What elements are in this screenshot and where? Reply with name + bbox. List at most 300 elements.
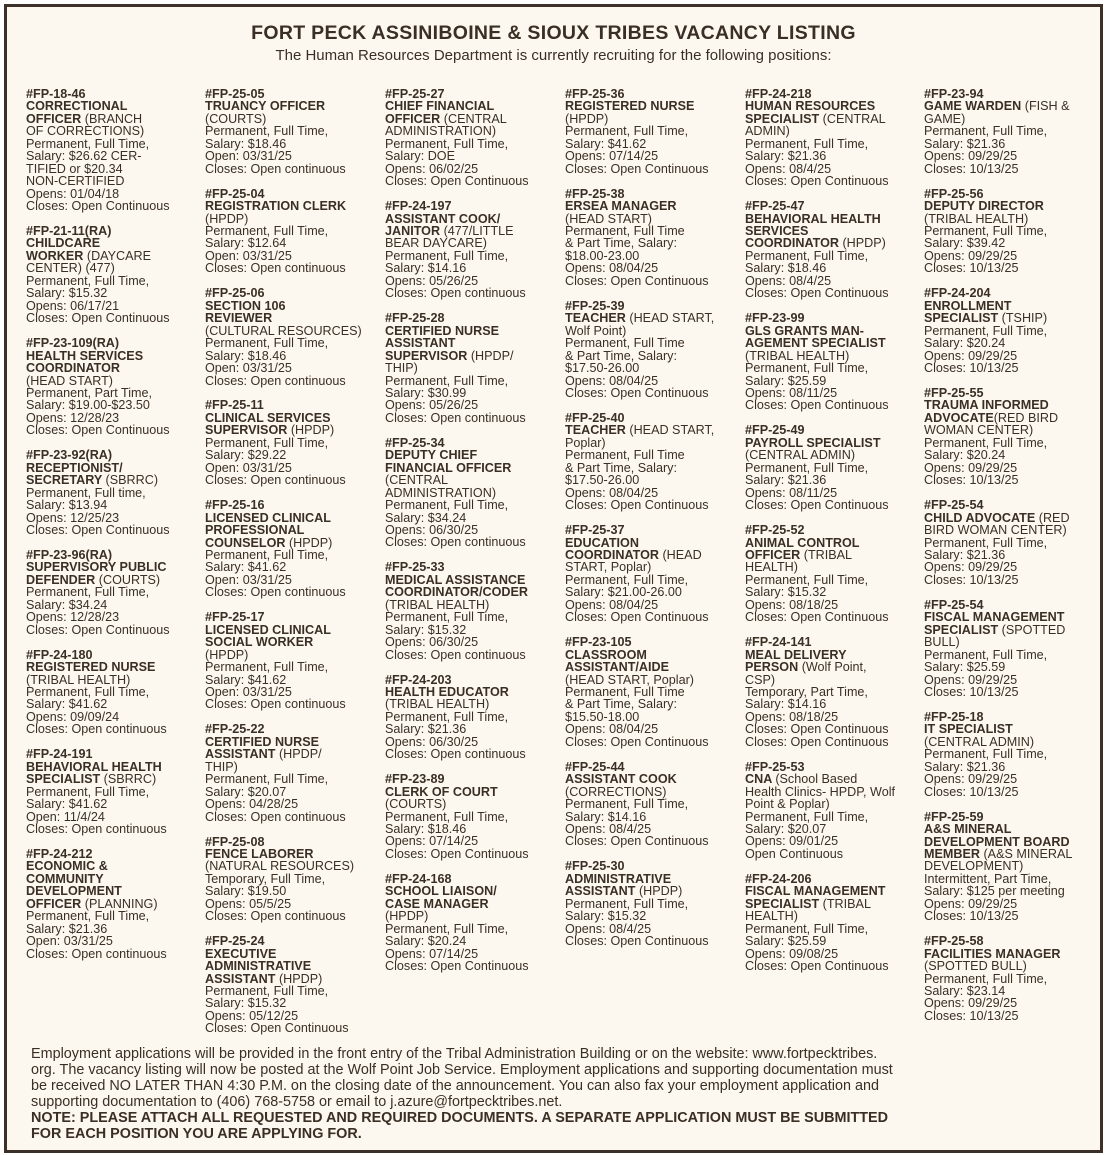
job-detail-line: Closes: Open continuous (385, 410, 526, 425)
job-detail-line: COUNSELOR (HPDP) (205, 535, 333, 550)
job-detail-line: DEPUTY CHIEF (385, 448, 478, 463)
job-detail-line: BEHAVIORAL HEALTH (26, 759, 162, 774)
job-detail-line: (TRIBAL HEALTH) (26, 672, 131, 687)
job-number: #FP-25-05 (205, 87, 265, 101)
job-detail-line: (HPDP) (385, 909, 429, 924)
job-detail-line: ASSISTANT/AIDE (565, 660, 670, 675)
column-4 (565, 88, 743, 960)
job-detail-line: Salary: $14.16 (565, 809, 647, 824)
job-detail-line: Permanent, Full Time, (924, 535, 1048, 550)
job-detail-line: Permanent, Full Time, (924, 224, 1048, 239)
job-detail-line: Closes: Open continuous (205, 373, 346, 388)
job-detail-line: GAME WARDEN (FISH & (924, 99, 1070, 114)
job-detail-line: Salary: $21.00-26.00 (565, 585, 682, 600)
job-number: #FP-25-36 (565, 87, 625, 101)
job-detail-line: Closes: Open Continuous (565, 273, 709, 288)
job-detail-line: Opens: 09/29/25 (924, 460, 1018, 475)
job-detail-line: Salary: $21.36 (385, 722, 467, 737)
job-detail-line: Permanent, Full Time, (745, 361, 869, 376)
job-detail-line: Permanent, Full Time, (745, 809, 869, 824)
job-detail-line: Permanent, Full Time, (205, 660, 329, 675)
job-number: #FP-24-206 (745, 871, 812, 886)
job-detail-line: Opens: 08/4/25 (565, 921, 652, 936)
job-listing (26, 748, 204, 835)
job-detail-line: Salary: $18.46 (385, 822, 467, 837)
job-detail-line: Closes: Open continuous (26, 822, 167, 837)
job-detail-line: Temporary, Full Time, (205, 871, 326, 886)
job-detail-line: Closes: Open continuous (26, 722, 167, 737)
job-number: #FP-25-38 (565, 186, 625, 201)
job-detail-line: $18.00-23.00 (565, 248, 640, 263)
job-detail-line: Open: 11/4/24 (26, 809, 105, 824)
job-detail-line: Closes: Open Continuous (26, 311, 170, 326)
job-detail-line: Closes: Open continuous (205, 697, 346, 712)
job-detail-line: Permanent, Full Time, (385, 809, 509, 824)
job-detail-line: Salary: $21.36 (924, 136, 1006, 151)
job-detail-line: LICENSED CLINICAL (205, 622, 331, 637)
job-listing (745, 873, 923, 973)
job-detail-line: BIRD WOMAN CENTER) (924, 523, 1067, 538)
job-detail-line: Opens: 08/04/25 (565, 373, 659, 388)
job-detail-line: Closes: 10/13/25 (924, 909, 1019, 924)
job-detail-line: (HPDP) (205, 211, 249, 226)
job-listing (205, 499, 383, 599)
column-2 (205, 88, 383, 1047)
job-detail-line: CHILDCARE (26, 236, 101, 251)
job-detail-line: Closes: Open Continuous (745, 722, 889, 737)
instructions-line: org. The vacancy listing will now be posted at the Wolf Point Job Service. Employment applications and supporting documentation must (31, 1062, 893, 1079)
job-listing (205, 287, 383, 387)
job-detail-line: REGISTERED NURSE (26, 660, 156, 675)
job-detail-line: HEALTH) (745, 909, 798, 924)
job-detail-line: (HEAD START) (26, 373, 113, 388)
job-detail-line: FINANCIAL OFFICER (385, 460, 512, 475)
job-detail-line: Salary: $21.36 (924, 759, 1006, 774)
job-detail-line: HEALTH SERVICES (26, 348, 144, 363)
job-detail-line: Salary: $14.16 (745, 697, 827, 712)
job-listing (745, 636, 923, 748)
job-detail-line: TRUANCY OFFICER (205, 99, 326, 114)
job-detail-line: COORDINATOR (26, 361, 120, 376)
job-detail-line: Closes: Open Continuous (565, 834, 709, 849)
job-detail-line: Permanent, Full Time, (26, 909, 150, 924)
job-listing (565, 524, 743, 624)
job-detail-line: ADMINISTRATIVE (565, 871, 672, 886)
job-detail-line: Closes: Open Continuous (745, 734, 889, 749)
job-number: #FP-23-105 (565, 635, 632, 650)
job-detail-line: PERSON (Wolf Point, (745, 660, 867, 675)
job-detail-line: Closes: Open continuous (385, 647, 526, 662)
job-number: #FP-25-55 (924, 386, 984, 401)
job-detail-line: Open: 03/31/25 (205, 572, 292, 587)
job-detail-line: Opens: 12/25/23 (26, 510, 120, 525)
job-detail-line: (TRIBAL HEALTH) (385, 597, 490, 612)
job-detail-line: ADVOCATE(RED BIRD (924, 410, 1059, 425)
job-detail-line: Salary: $15.32 (205, 996, 287, 1011)
job-detail-line: Permanent, Full Time, (924, 971, 1048, 986)
page-title: FORT PECK ASSINIBOINE & SIOUX TRIBES VACANCY LISTING (251, 22, 856, 44)
job-listing (745, 200, 923, 300)
job-detail-line: Salary: $34.24 (26, 597, 108, 612)
job-detail-line: Closes: 10/13/25 (924, 784, 1019, 799)
job-number: #FP-25-04 (205, 186, 265, 201)
job-detail-line: BEAR DAYCARE) (385, 236, 487, 251)
job-detail-line: & Part Time, Salary: (565, 236, 677, 251)
job-detail-line: FISCAL MANAGEMENT (745, 884, 886, 899)
job-detail-line: Closes: Open continuous (205, 161, 346, 176)
job-detail-line: Salary: $30.99 (385, 385, 467, 400)
job-detail-line: Closes: Open Continuous (745, 398, 889, 413)
job-detail-line: OFFICER (BRANCH (26, 111, 143, 126)
job-detail-line: Closes: Open Continuous (745, 498, 889, 513)
job-detail-line: A&S MINERAL (924, 822, 1012, 837)
job-detail-line: Permanent, Full Time, (205, 435, 329, 450)
job-detail-line: Permanent, Full Time, (924, 323, 1048, 338)
job-detail-line: (COURTS) (385, 797, 447, 812)
job-detail-line: ENROLLMENT (924, 298, 1012, 313)
job-detail-line: Point & Poplar) (745, 797, 830, 812)
job-detail-line: Salary: $41.62 (26, 797, 108, 812)
job-detail-line: COORDINATOR/CODER (385, 585, 528, 600)
job-listing (745, 424, 923, 511)
job-detail-line: SPECIALIST (TSHIP) (924, 311, 1048, 326)
job-detail-line: Closes: Open continuous (205, 809, 346, 824)
job-detail-line: CASE MANAGER (385, 896, 489, 911)
job-detail-line: ERSEA MANAGER (565, 199, 677, 214)
job-detail-line: ADMINISTRATION) (385, 485, 497, 500)
job-detail-line: CLASSROOM (565, 647, 647, 662)
job-detail-line: OFFICER (PLANNING) (26, 896, 158, 911)
job-listing (26, 337, 204, 437)
job-detail-line: Permanent, Full time, (26, 485, 146, 500)
job-detail-line: Closes: Open Continuous (385, 959, 529, 974)
job-detail-line: Closes: Open Continuous (385, 846, 529, 861)
job-listing (924, 287, 1102, 374)
job-detail-line: Poplar) (565, 435, 606, 450)
job-detail-line: Salary: $18.46 (205, 348, 287, 363)
job-detail-line: Opens: 05/26/25 (385, 273, 479, 288)
job-detail-line: Opens: 07/14/25 (565, 149, 659, 164)
job-number: #FP-25-37 (565, 523, 625, 538)
job-detail-line: CENTER) (477) (26, 261, 115, 276)
job-detail-line: DEPUTY DIRECTOR (924, 199, 1044, 214)
job-listing (565, 761, 743, 848)
job-detail-line: Salary: $15.32 (26, 286, 108, 301)
job-detail-line: Permanent, Full Time, (924, 435, 1048, 450)
job-detail-line: Opens: 09/01/25 (745, 834, 839, 849)
job-listing (26, 88, 204, 213)
job-detail-line: Salary: $21.36 (745, 149, 827, 164)
job-detail-line: Closes: Open Continuous (26, 523, 170, 537)
job-detail-line: Permanent, Part Time, (26, 385, 152, 400)
job-detail-line: PROFESSIONAL (205, 523, 305, 538)
job-number: #FP-24-212 (26, 846, 93, 861)
job-listing (205, 935, 383, 1035)
job-detail-line: Salary: $34.24 (385, 510, 467, 525)
job-detail-line: EXECUTIVE (205, 946, 277, 961)
job-detail-line: CERTIFIED NURSE (385, 323, 500, 338)
job-listing (205, 188, 383, 275)
job-detail-line: Opens: 08/4/25 (565, 822, 652, 837)
job-detail-line: COORDINATOR (HPDP) (745, 236, 886, 251)
job-detail-line: $15.50-18.00 (565, 709, 640, 724)
job-detail-line: Closes: 10/13/25 (924, 1008, 1019, 1023)
job-detail-line: CNA (School Based (745, 772, 858, 787)
job-detail-line: Salary: $12.64 (205, 236, 287, 251)
job-detail-line: Permanent, Full Time, (26, 684, 150, 699)
job-detail-line: SUPERVISORY PUBLIC (26, 560, 167, 575)
job-number: #FP-25-28 (385, 311, 445, 326)
job-detail-line: Salary: $25.59 (745, 373, 827, 388)
job-detail-line: Opens: 05/5/25 (205, 896, 292, 911)
job-detail-line: Permanent, Full Time, (26, 585, 150, 600)
job-listing (924, 599, 1102, 699)
job-detail-line: Opens: 08/4/25 (745, 273, 832, 288)
job-detail-line: Closes: Open Continuous (745, 286, 889, 301)
job-detail-line: Closes: Open Continuous (565, 161, 709, 176)
job-detail-line: Permanent, Full Time, (205, 547, 329, 562)
job-detail-line: Open: 03/31/25 (205, 460, 292, 475)
job-number: #FP-25-59 (924, 809, 984, 824)
job-detail-line: Opens: 06/30/25 (385, 635, 479, 650)
job-detail-line: Permanent, Full Time, (745, 136, 869, 151)
listing-frame (4, 4, 1103, 1153)
job-detail-line: Open: 03/31/25 (205, 361, 292, 376)
job-number: #FP-25-54 (924, 597, 984, 612)
job-detail-line: (TRIBAL HEALTH) (385, 697, 490, 712)
job-listing (924, 811, 1102, 923)
job-detail-line: $17.50-26.00 (565, 361, 640, 376)
job-listing (924, 935, 1102, 1022)
job-detail-line: Salary: $21.36 (924, 547, 1006, 562)
job-number: #FP-25-44 (565, 759, 625, 774)
job-number: #FP-25-49 (745, 423, 805, 438)
job-detail-line: Permanent, Full Time, (745, 248, 869, 263)
job-detail-line: Permanent, Full Time (565, 684, 685, 699)
job-number: #FP-24-197 (385, 199, 452, 214)
job-detail-line: OFFICER (CENTRAL (385, 111, 507, 126)
job-detail-line: Open: 03/31/25 (26, 934, 113, 949)
job-detail-line: Opens: 08/4/25 (745, 161, 832, 176)
job-number: #FP-25-17 (205, 610, 265, 625)
job-detail-line: Health Clinics- HPDP, Wolf (745, 784, 896, 799)
job-detail-line: NON-CERTIFIED (26, 174, 125, 189)
job-detail-line: Opens: 12/28/23 (26, 410, 120, 425)
job-listing (26, 649, 204, 736)
job-detail-line: Closes: Open Continuous (745, 610, 889, 625)
job-number: #FP-25-18 (924, 709, 984, 724)
job-number: #FP-24-168 (385, 871, 452, 886)
job-listing (26, 848, 204, 960)
job-detail-line: COMMUNITY (26, 871, 104, 886)
job-detail-line: (TRIBAL HEALTH) (745, 348, 850, 363)
job-detail-line: Opens: 01/04/18 (26, 186, 120, 201)
job-detail-line: Opens: 09/29/25 (924, 348, 1018, 363)
job-detail-line: Salary: DOE (385, 149, 455, 164)
job-number: #FP-25-27 (385, 87, 445, 101)
job-detail-line: Permanent, Full Time, (385, 498, 509, 513)
job-detail-line: FACILITIES MANAGER (924, 946, 1061, 961)
job-detail-line: Opens: 08/04/25 (565, 597, 659, 612)
job-detail-line: Salary: $41.62 (205, 560, 287, 575)
job-detail-line: Opens: 07/14/25 (385, 834, 479, 849)
job-detail-line: Open Continuous (745, 846, 844, 861)
job-detail-line: FISCAL MANAGEMENT (924, 610, 1065, 625)
job-detail-line: Permanent, Full Time, (205, 772, 329, 787)
job-listing (924, 188, 1102, 275)
job-detail-line: Opens: 09/29/25 (924, 772, 1018, 787)
job-detail-line: Opens: 06/30/25 (385, 523, 479, 537)
job-detail-line: Salary: $13.94 (26, 498, 108, 513)
job-detail-line: OF CORRECTIONS) (26, 124, 145, 139)
job-detail-line: GLS GRANTS MAN- (745, 323, 864, 338)
job-detail-line: Closes: Open Continuous (205, 1021, 349, 1036)
job-detail-line: COORDINATOR (HEAD (565, 547, 702, 562)
job-detail-line: (HEAD START, Poplar) (565, 672, 694, 687)
job-detail-line: Salary: $21.36 (745, 473, 827, 488)
job-detail-line: Closes: Open Continuous (385, 174, 529, 189)
job-detail-line: Closes: Open Continuous (565, 934, 709, 949)
job-detail-line: ASSISTANT (HPDP) (565, 884, 683, 899)
job-detail-line: BULL) (924, 635, 960, 650)
job-detail-line: Salary: $20.24 (924, 336, 1006, 351)
job-number: #FP-24-180 (26, 647, 93, 662)
job-listing (385, 200, 563, 300)
job-detail-line: LICENSED CLINICAL (205, 510, 331, 525)
job-listing (26, 225, 204, 325)
job-listing (565, 88, 743, 175)
job-detail-line: Salary: $25.59 (924, 660, 1006, 675)
job-number: #FP-18-46 (26, 87, 86, 101)
job-detail-line: CHIEF FINANCIAL (385, 99, 495, 114)
job-detail-line: MEDICAL ASSISTANCE (385, 572, 526, 587)
job-detail-line: SUPERVISOR (HPDP) (205, 423, 335, 438)
job-detail-line: Permanent, Full Time, (385, 921, 509, 936)
job-detail-line: ASSISTANT (HPDP) (205, 971, 323, 986)
job-detail-line: THIP) (385, 361, 418, 376)
job-detail-line: CLERK OF COURT (385, 784, 498, 799)
job-number: #FP-23-99 (745, 311, 805, 326)
instructions-text (31, 1046, 1083, 1110)
job-detail-line: Salary: $20.07 (745, 822, 827, 837)
note-line: NOTE: PLEASE ATTACH ALL REQUESTED AND REQUIRED DOCUMENTS. A SEPARATE APPLICATION MUST BE SUBMITTED (31, 1110, 889, 1127)
job-detail-line: Salary: $41.62 (26, 697, 108, 712)
instructions-line: supporting documentation to (406) 768-5758 or email to j.azure@fortpecktribes.net. (31, 1094, 563, 1111)
job-number: #FP-25-34 (385, 435, 445, 450)
job-detail-line: GAME) (924, 111, 966, 126)
job-detail-line: SECRETARY (SBRRC) (26, 473, 159, 488)
job-detail-line: WORKER (DAYCARE (26, 248, 152, 263)
job-detail-line: Closes: Open continuous (26, 946, 167, 961)
job-detail-line: Closes: 10/13/25 (924, 684, 1019, 699)
job-detail-line: Intermittent, Part Time, (924, 871, 1052, 886)
job-detail-line: Closes: Open continuous (385, 747, 526, 762)
job-detail-line: Permanent, Full Time, (205, 124, 329, 139)
job-detail-line: Closes: Open continuous (205, 909, 346, 924)
job-detail-line: Opens: 08/04/25 (565, 722, 659, 737)
job-detail-line: Permanent, Full Time, (385, 136, 509, 151)
job-detail-line: Closes: Open Continuous (745, 959, 889, 974)
job-detail-line: Salary: $21.36 (26, 921, 108, 936)
job-detail-line: (HEAD START) (565, 211, 652, 226)
job-detail-line: REGISTRATION CLERK (205, 199, 347, 214)
job-detail-line: Permanent, Full Time, (745, 921, 869, 936)
job-detail-line: ADMIN) (745, 124, 790, 139)
job-detail-line: Closes: Open Continuous (565, 385, 709, 400)
job-detail-line: Opens: 12/28/23 (26, 610, 120, 625)
job-detail-line: (HPDP) (565, 111, 609, 126)
job-detail-line: Salary: $25.59 (745, 934, 827, 949)
job-detail-line: CHILD ADVOCATE (RED (924, 510, 1070, 525)
job-detail-line: Closes: Open continuous (385, 286, 526, 301)
job-detail-line: $17.50-26.00 (565, 473, 640, 488)
job-detail-line: Closes: Open Continuous (565, 498, 709, 513)
job-number: #FP-25-54 (924, 498, 984, 513)
job-detail-line: Opens: 09/29/25 (924, 149, 1018, 164)
job-listing (565, 300, 743, 400)
job-detail-line: FENCE LABORER (205, 846, 314, 861)
job-detail-line: Permanent, Full Time, (26, 136, 150, 151)
job-detail-line: Permanent, Full Time (565, 448, 685, 463)
job-detail-line: Opens: 06/02/25 (385, 161, 479, 176)
job-listing (924, 711, 1102, 798)
job-detail-line: Open: 03/31/25 (205, 149, 292, 164)
job-number: #FP-24-218 (745, 87, 812, 101)
job-listing (205, 836, 383, 923)
job-detail-line: Temporary, Part Time, (745, 684, 868, 699)
job-detail-line: (CORRECTIONS) (565, 784, 667, 799)
job-detail-line: Opens: 08/04/25 (565, 261, 659, 276)
job-listing (745, 524, 923, 624)
job-detail-line: Opens: 06/17/21 (26, 298, 120, 313)
column-5 (745, 88, 923, 985)
job-detail-line: Opens: 08/04/25 (565, 485, 659, 500)
job-number: #FP-23-94 (924, 87, 984, 101)
job-detail-line: Opens: 09/08/25 (745, 946, 839, 961)
job-detail-line: Permanent, Full Time, (745, 460, 869, 475)
job-detail-line: TRAUMA INFORMED (924, 398, 1049, 413)
job-detail-line: WOMAN CENTER) (924, 423, 1034, 438)
job-number: #FP-25-06 (205, 286, 265, 301)
job-listing (205, 611, 383, 711)
job-listing (205, 88, 383, 175)
job-detail-line: SPECIALIST (SPOTTED (924, 622, 1066, 637)
job-detail-line: (HPDP) (205, 647, 249, 662)
job-detail-line: OFFICER (TRIBAL (745, 547, 853, 562)
job-detail-line: ADMINISTRATIVE (205, 959, 312, 974)
job-detail-line: ANIMAL CONTROL (745, 535, 860, 550)
job-detail-line: Opens: 05/26/25 (385, 398, 479, 413)
job-detail-line: (NATURAL RESOURCES) (205, 859, 355, 874)
job-detail-line: (CENTRAL ADMIN) (924, 734, 1035, 749)
job-detail-line: (CENTRAL (385, 473, 448, 488)
job-listing (385, 873, 563, 973)
job-detail-line: CSP) (745, 672, 776, 687)
job-detail-line: CERTIFIED NURSE (205, 734, 320, 749)
job-number: #FP-25-40 (565, 410, 625, 425)
job-detail-line: Permanent, Full Time, (924, 747, 1048, 762)
column-6 (924, 88, 1102, 1035)
job-detail-line: SUPERVISOR (HPDP/ (385, 348, 514, 363)
job-number: #FP-24-203 (385, 672, 452, 687)
job-number: #FP-24-191 (26, 747, 93, 762)
job-detail-line: TEACHER (HEAD START, (565, 311, 715, 326)
job-detail-line: MEAL DELIVERY (745, 647, 847, 662)
job-detail-line: Permanent, Full Time, (924, 647, 1048, 662)
job-detail-line: SPECIALIST (CENTRAL (745, 111, 886, 126)
job-detail-line: Closes: Open Continuous (26, 423, 170, 438)
job-number: #FP-23-92(RA) (26, 448, 113, 463)
